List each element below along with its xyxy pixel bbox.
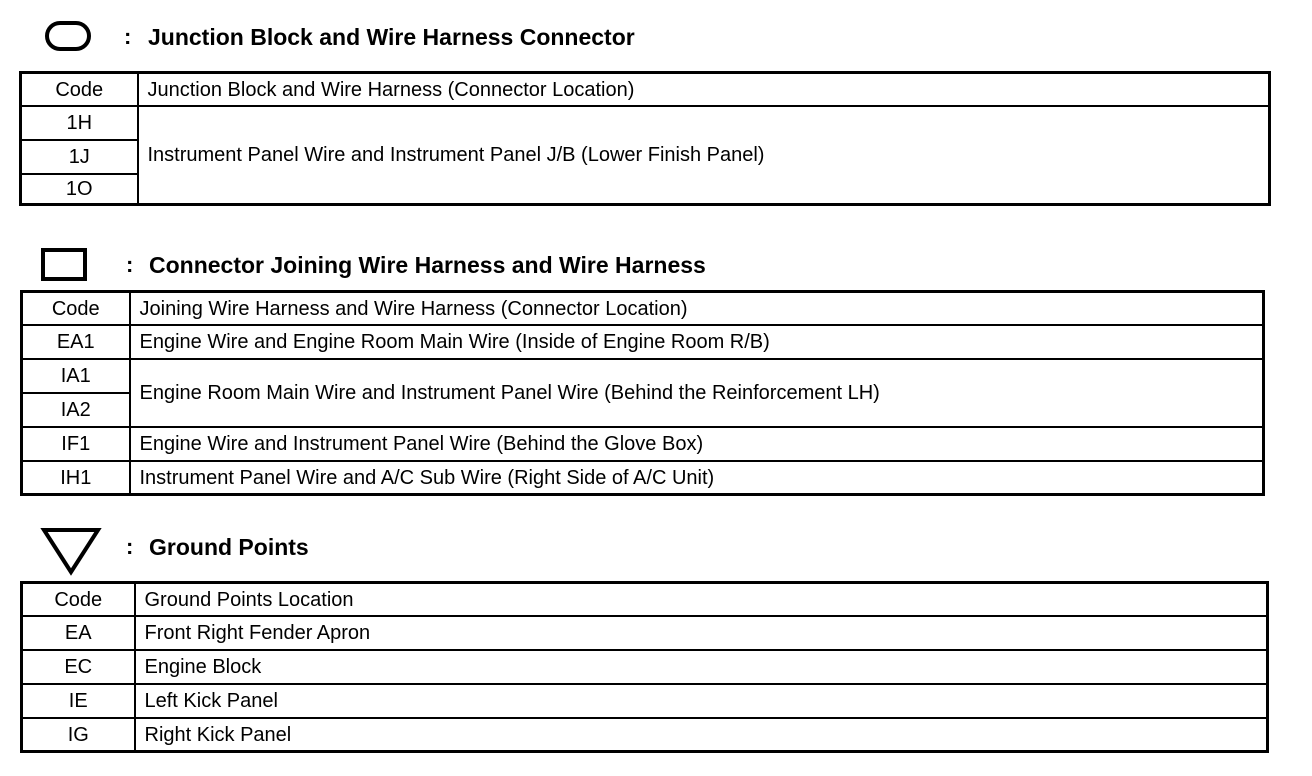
rounded-rect-icon: [44, 18, 92, 54]
table-row: [22, 325, 1264, 359]
location-cell: Engine Wire and Instrument Panel Wire (Behind the Glove Box): [130, 427, 1264, 461]
code-cell: IH1: [22, 461, 130, 495]
heading-colon: :: [126, 252, 134, 277]
header-code: Code: [22, 292, 130, 326]
code-cell: IF1: [22, 427, 130, 461]
heading-colon: :: [124, 24, 132, 49]
section-junction-block-heading: [44, 18, 744, 58]
code-cell: IA2: [22, 393, 130, 427]
location-cell: Instrument Panel Wire and A/C Sub Wire (Right Side of A/C Unit): [130, 461, 1264, 495]
square-icon: [40, 246, 90, 284]
table-row: [22, 461, 1264, 495]
code-cell: EA: [22, 616, 135, 650]
section-connector-heading: [40, 246, 800, 286]
location-cell: Right Kick Panel: [135, 718, 1268, 752]
table-row: [22, 718, 1268, 752]
table-row: [22, 359, 1264, 393]
header-code: Code: [22, 583, 135, 617]
code-cell: EC: [22, 650, 135, 684]
code-cell: 1O: [21, 174, 138, 205]
header-code: Code: [21, 73, 138, 107]
location-cell: Engine Wire and Engine Room Main Wire (Inside of Engine Room R/B): [130, 325, 1264, 359]
table-header-row: [21, 73, 1270, 107]
section-title: Connector Joining Wire Harness and Wire Harness: [149, 252, 706, 278]
header-location: Junction Block and Wire Harness (Connector Location): [138, 73, 1270, 107]
code-cell: EA1: [22, 325, 130, 359]
down-triangle-icon: [40, 528, 102, 576]
table-row: [22, 427, 1264, 461]
table-row: [22, 616, 1268, 650]
table-row: [22, 650, 1268, 684]
code-cell: IG: [22, 718, 135, 752]
code-cell: IA1: [22, 359, 130, 393]
location-cell: Front Right Fender Apron: [135, 616, 1268, 650]
table-row: [22, 684, 1268, 718]
table-header-row: [22, 583, 1268, 617]
table-row: [21, 106, 1270, 140]
location-cell: Left Kick Panel: [135, 684, 1268, 718]
section-title: Ground Points: [149, 534, 309, 560]
connector-table: [20, 290, 1265, 496]
code-cell: 1H: [21, 106, 138, 140]
header-location: Joining Wire Harness and Wire Harness (Connector Location): [130, 292, 1264, 326]
code-cell: IE: [22, 684, 135, 718]
header-location: Ground Points Location: [135, 583, 1268, 617]
location-cell: Engine Room Main Wire and Instrument Panel Wire (Behind the Reinforcement LH): [130, 359, 1264, 427]
section-title: Junction Block and Wire Harness Connector: [148, 24, 635, 50]
junction-block-table: [19, 71, 1271, 206]
location-cell: Engine Block: [135, 650, 1268, 684]
table-header-row: [22, 292, 1264, 326]
location-cell: Instrument Panel Wire and Instrument Panel J/B (Lower Finish Panel): [138, 106, 1270, 205]
code-cell: 1J: [21, 140, 138, 174]
section-ground-points-heading: [40, 528, 440, 568]
ground-points-table: [20, 581, 1269, 753]
heading-colon: :: [126, 534, 134, 559]
